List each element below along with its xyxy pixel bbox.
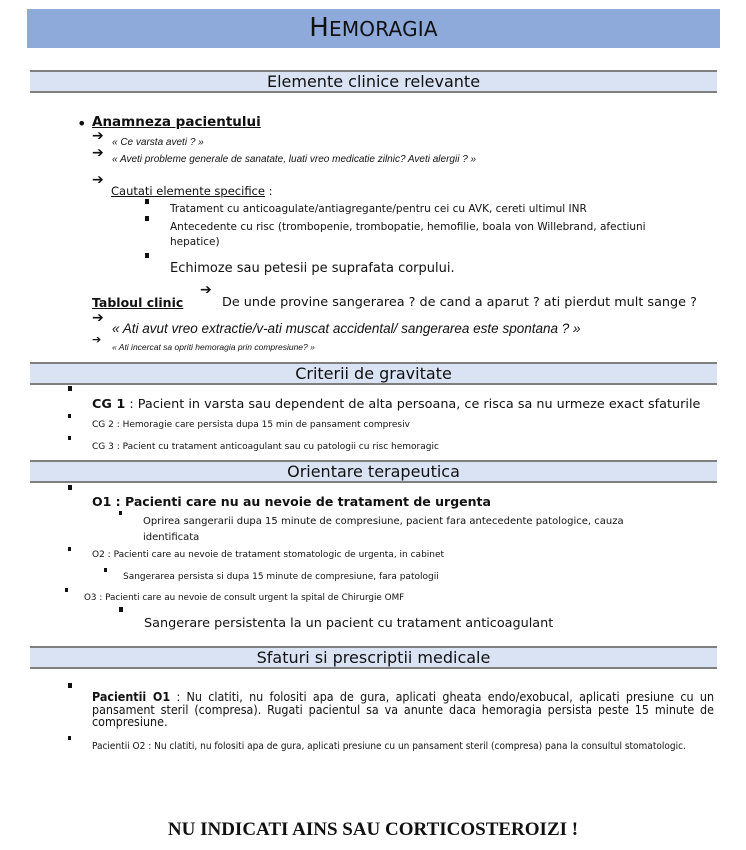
page-title: HEMORAGIA — [309, 13, 438, 43]
tablou-question: De unde provine sangerarea ? de cand a aparut ? ati pierdut mult sange ? — [222, 295, 697, 310]
therapy-o2-detail: Sangerarea persista si dupa 15 minute de compresiune, fara patologii — [123, 572, 439, 582]
square-bullet-icon — [145, 199, 149, 204]
anamneza-label: Anamneza pacientului — [92, 114, 261, 130]
tablou-subquestion-compression: « Ati incercat sa opriti hemoragia prin compresiune? » — [112, 342, 315, 352]
page-title-bar — [27, 9, 720, 48]
square-bullet-icon — [104, 568, 107, 572]
question-health: « Aveti probleme generale de sanatate, luati vreo medicatie zilnic? Aveti alergii ? » — [112, 154, 477, 165]
bullet-icon: • — [77, 114, 87, 133]
therapy-o1-label: O1 : Pacienti care nu au nevoie de tratament de urgenta — [92, 494, 491, 509]
section-heading-clinical: Elemente clinice relevante — [30, 70, 717, 93]
arrow-icon: ➔ — [200, 282, 212, 298]
square-bullet-icon — [68, 386, 72, 391]
arrow-icon: ➔ — [92, 172, 104, 188]
therapy-o2-label: O2 : Pacienti care au nevoie de tratament stomatologic de urgenta, in cabinet — [92, 550, 445, 560]
therapy-o3-detail: Sangerare persistenta la un pacient cu tratament anticoagulant — [144, 616, 554, 631]
square-bullet-icon — [68, 436, 71, 440]
section-heading-gravity: Criterii de gravitate — [30, 362, 717, 385]
gravity-item-cg3: CG 3 : Pacient cu tratament anticoagulant sau cu patologii cu risc hemoragic — [92, 442, 439, 452]
square-bullet-icon — [68, 414, 71, 418]
square-bullet-icon — [119, 607, 123, 612]
section-heading-therapy: Orientare terapeutica — [30, 460, 717, 483]
square-bullet-icon — [68, 485, 72, 490]
square-bullet-icon — [68, 547, 71, 551]
therapy-o1-detail-cont: identificata — [143, 532, 200, 543]
arrow-icon: ➔ — [92, 333, 102, 346]
specific-item-bruising: Echimoze sau petesii pe suprafata corpului. — [170, 261, 455, 276]
square-bullet-icon — [145, 253, 149, 258]
arrow-icon: ➔ — [92, 310, 104, 326]
advice-item-o2: Pacientii O2 : Nu clatiti, nu folositi apa de gura, aplicati presiune cu un pansament steril (compresa) pana la consultul stomatologic. — [92, 741, 686, 752]
square-bullet-icon — [68, 736, 71, 740]
section-heading-advice: Sfaturi si prescriptii medicale — [30, 646, 717, 669]
tablou-clinic-label: Tabloul clinic — [92, 295, 184, 310]
square-bullet-icon — [145, 216, 149, 221]
arrow-icon: ➔ — [92, 145, 104, 161]
square-bullet-icon — [65, 588, 68, 592]
square-bullet-icon — [68, 683, 72, 688]
therapy-o1-detail: Oprirea sangerarii dupa 15 minute de compresiune, pacient fara antecedente patologice, cauza — [143, 516, 624, 527]
square-bullet-icon — [119, 511, 122, 515]
therapy-o3-label: O3 : Pacienti care au nevoie de consult urgent la spital de Chirurgie OMF — [84, 593, 405, 603]
tablou-subquestion-extraction: « Ati avut vreo extractie/v-ati muscat accidental/ sangerarea este spontana ? » — [112, 321, 581, 336]
question-age: « Ce varsta aveti ? » — [112, 137, 204, 148]
gravity-item-cg1: CG 1 : Pacient in varsta sau dependent de alta persoana, ce risca sa nu urmeze exact sfaturile — [92, 397, 701, 412]
specific-elements-heading: Cautati elemente specifice : — [111, 184, 273, 198]
specific-item-antecedents-cont: hepatice) — [170, 236, 220, 248]
warning-banner: NU INDICATI AINS SAU CORTICOSTEROIZI ! — [167, 819, 579, 840]
gravity-item-cg2: CG 2 : Hemoragie care persista dupa 15 min de pansament compresiv — [92, 420, 410, 430]
specific-item-anticoagulant: Tratament cu anticoagulate/antiagregante/pentru cei cu AVK, cereti ultimul INR — [170, 203, 587, 215]
advice-item-o1: Pacientii O1 : Nu clatiti, nu folositi apa de gura, aplicati gheata endo/exobucal, aplicati presiune cu un pansament steril (compresa). Rugati pacientul sa va anunte daca hemoragia persista peste 15 minute de compresiune. — [92, 689, 715, 729]
arrow-icon: ➔ — [92, 128, 104, 144]
specific-item-antecedents: Antecedente cu risc (trombopenie, trombopatie, hemofilie, boala von Willebrand, afectiuni — [170, 221, 646, 233]
